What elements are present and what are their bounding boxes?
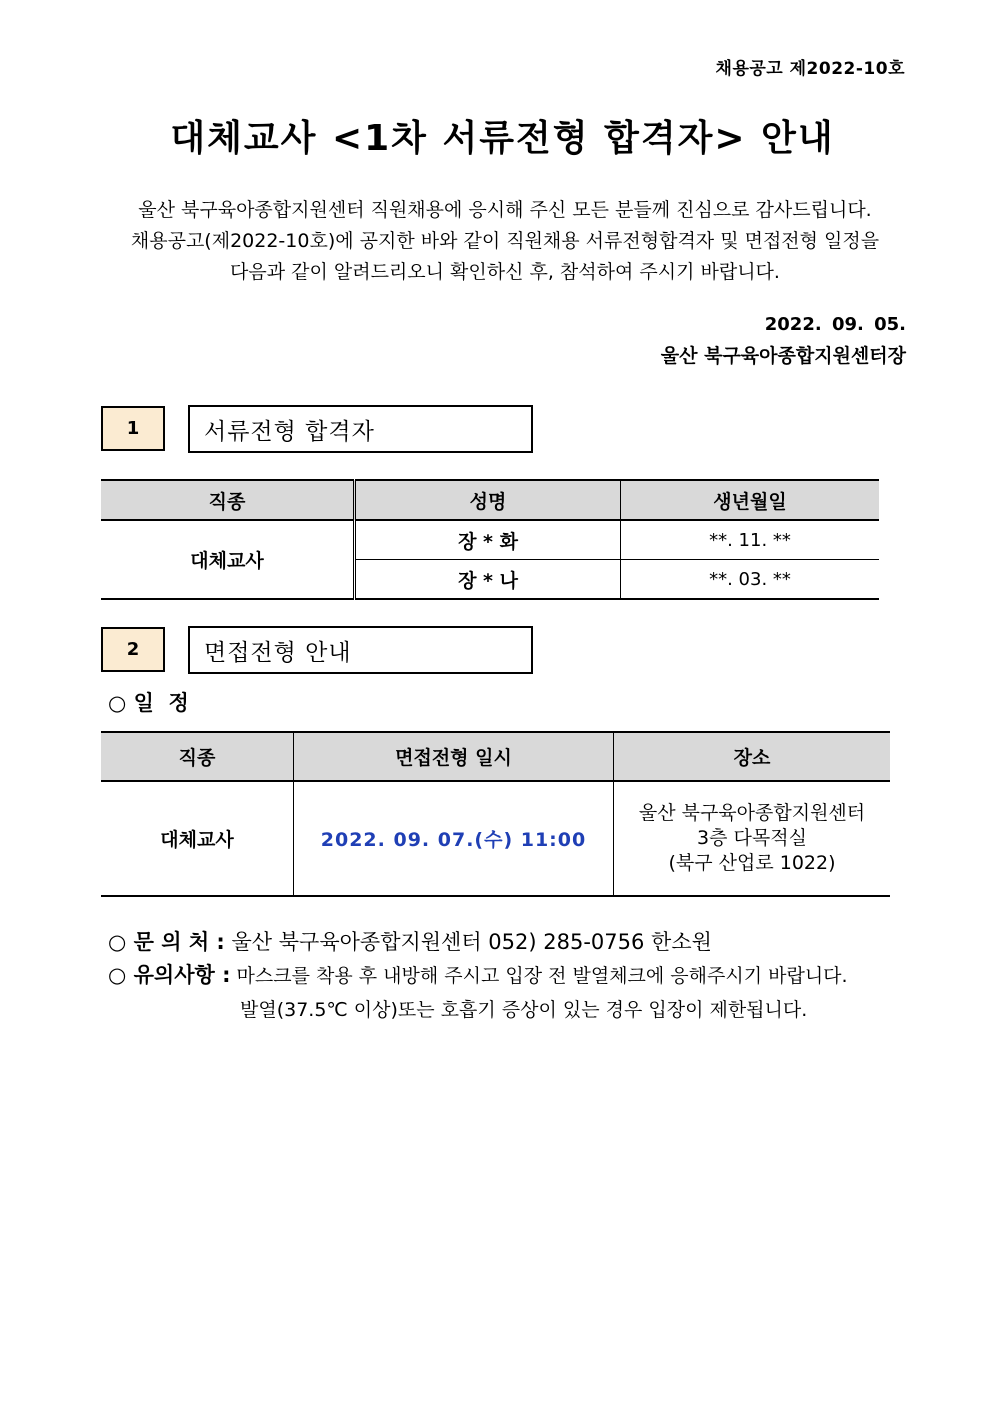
name-cell: 장 * 화 [355,520,621,560]
header-birth: 생년월일 [621,480,880,520]
job-cell: 대체교사 [101,520,355,599]
interview-datetime: 2022. 09. 07.(수) 11:00 [294,781,614,896]
intro-paragraph [100,195,910,288]
intro-line: 채용공고(제2022-10호)에 공지한 바와 같이 직원채용 서류전형합격자 및 면접전형 일정을 [130,230,880,252]
intro-line: 다음과 같이 알려드리오니 확인하신 후, 참석하여 주시기 바랍니다. [230,261,780,283]
issuer: 울산 북구육아종합지원센터장 [660,345,906,367]
header-place: 장소 [614,732,891,781]
header-job: 직종 [101,480,355,520]
header-name: 성명 [355,480,621,520]
section1-title: 서류전형 합격자 [188,405,533,453]
table-row [101,781,890,896]
header-job: 직종 [101,732,294,781]
notes-label: ○ 유의사항 : [108,963,231,987]
interview-place [614,781,891,896]
notes-line: 마스크를 착용 후 내방해 주시고 입장 전 발열체크에 응해주시기 바랍니다. [236,965,848,987]
header-datetime: 면접전형 일시 [294,732,614,781]
birth-cell: **. 11. ** [621,520,880,560]
schedule-subheading: ○ 일 정 [108,691,189,715]
table-row [101,520,879,560]
birth-cell: **. 03. ** [621,560,880,600]
section1-number: 1 [101,406,165,451]
page-title: 대체교사 <1차 서류전형 합격자> 안내 [170,118,835,159]
contact-label: ○ 문 의 처 : [108,930,225,954]
section2-number: 2 [101,627,165,672]
issue-date: 2022. 09. 05. [764,314,906,335]
contact-value: 울산 북구육아종합지원센터 052) 285-0756 한소원 [231,930,712,954]
interview-table [101,731,890,897]
notes-line: 발열(37.5℃ 이상)또는 호흡기 증상이 있는 경우 입장이 제한됩니다. [240,999,808,1021]
name-cell: 장 * 나 [355,560,621,600]
notes [108,958,848,1027]
contact-info [108,926,712,956]
document-pass-table [101,479,879,600]
job-cell: 대체교사 [101,781,294,896]
notice-number: 채용공고 제2022-10호 [715,59,905,79]
section2-title: 면접전형 안내 [188,626,533,674]
place-line: (북구 산업로 1022) [668,852,836,874]
intro-line: 울산 북구육아종합지원센터 직원채용에 응시해 주신 모든 분들께 진심으로 감사드립니다. [138,199,872,221]
place-line: 3층 다목적실 [697,827,807,849]
place-line: 울산 북구육아종합지원센터 [638,802,866,824]
